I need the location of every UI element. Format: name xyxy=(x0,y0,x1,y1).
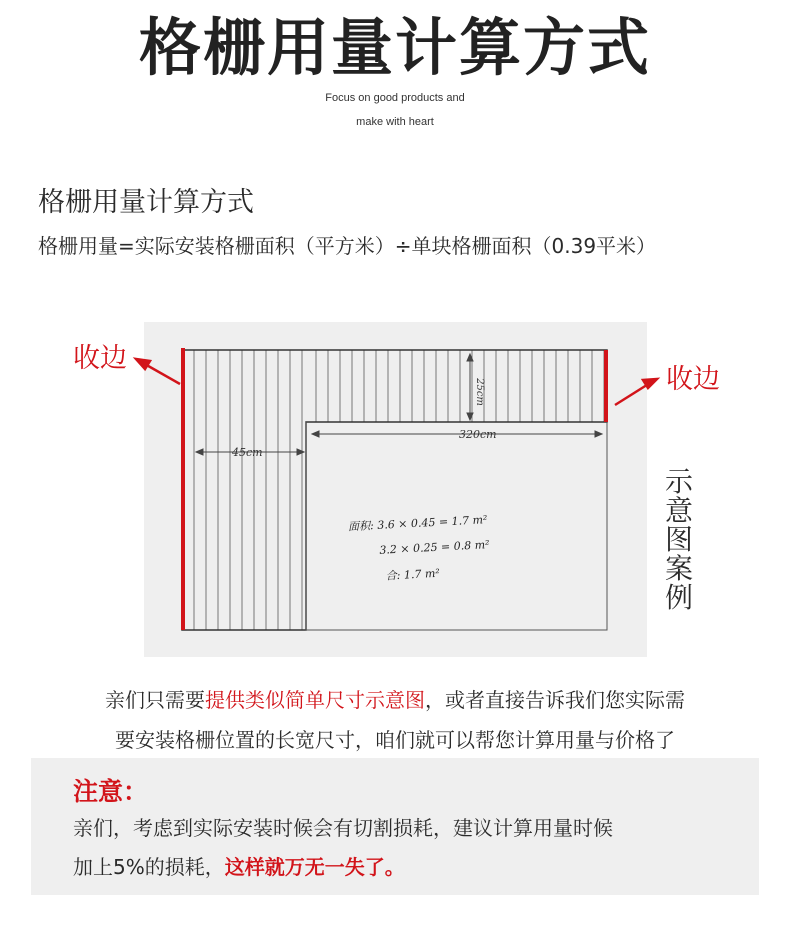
handwritten-25cm: 25cm xyxy=(474,378,485,406)
handwritten-note-2: 3.2 × 0.25 = 0.8 m² xyxy=(379,538,490,557)
arrow-left-line xyxy=(143,363,180,384)
handwritten-note-1: 面积: 3.6 × 0.45 = 1.7 m² xyxy=(347,513,488,534)
instruction-line-2: 要安装格栅位置的长宽尺寸，咱们就可以帮您计算用量与价格了 xyxy=(115,728,675,752)
edge-label-right: 收边 xyxy=(666,364,720,395)
instruction-highlight: 提供类似简单尺寸示意图 xyxy=(205,688,425,712)
arrow-left-icon xyxy=(136,359,150,369)
subtitle-line-1: Focus on good products and xyxy=(325,92,465,104)
edge-label-left: 收边 xyxy=(73,343,127,374)
handwritten-note-3: 合: 1.7 m² xyxy=(385,566,441,583)
section-heading: 格栅用量计算方式 xyxy=(38,187,254,218)
note-line-1: 亲们，考虑到实际安装时候会有切割损耗，建议计算用量时候 xyxy=(73,816,613,840)
diagram-side-caption: 示意图案例 xyxy=(664,465,693,614)
instruction-text: ，或者直接告诉我们您实际需 xyxy=(425,688,685,712)
formula-text: 格栅用量=实际安装格栅面积（平方米）÷单块格栅面积（0.39平米） xyxy=(38,234,657,258)
subtitle-line-2: make with heart xyxy=(356,116,434,128)
page-title: 格栅用量计算方式 xyxy=(138,11,651,84)
instruction-line-1 xyxy=(0,684,790,713)
handwritten-45cm: 45cm xyxy=(232,446,263,459)
note-text: 加上5%的损耗， xyxy=(73,855,225,879)
instruction-text: 亲们只需要 xyxy=(105,688,205,712)
note-line-2 xyxy=(73,851,405,880)
note-highlight: 这样就万无一失了。 xyxy=(224,855,405,879)
note-title: 注意： xyxy=(73,777,149,806)
handwritten-320cm: 320cm xyxy=(459,428,497,441)
arrow-right-line xyxy=(615,383,650,405)
